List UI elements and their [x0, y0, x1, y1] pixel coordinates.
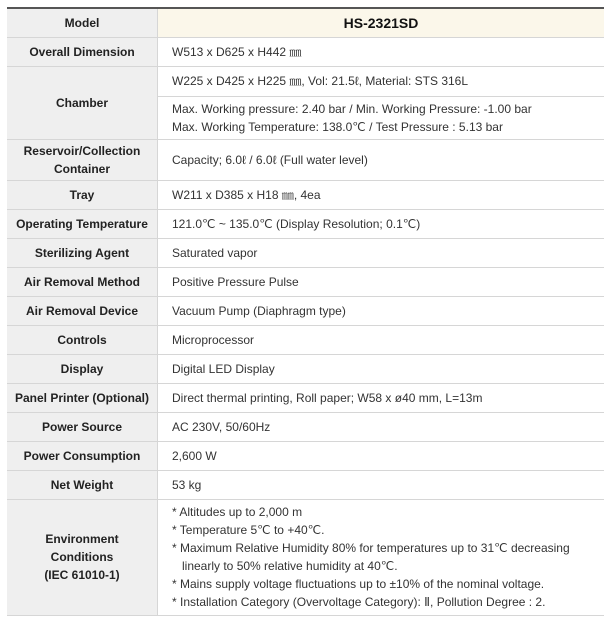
operating-temperature-value: 121.0℃ ~ 135.0℃ (Display Resolution; 0.1℃)	[158, 209, 605, 238]
table-row-dimension	[7, 37, 604, 66]
reservoir-value: Capacity; 6.0ℓ / 6.0ℓ (Full water level)	[158, 139, 605, 180]
operating-temperature-label: Operating Temperature	[7, 209, 158, 238]
reservoir-label-line-2: Container	[53, 161, 110, 176]
environment-line-6: * Installation Category (Overvoltage Category): Ⅱ, Pollution Degree : 2.	[172, 595, 546, 609]
net-weight-label: Net Weight	[7, 470, 158, 499]
environment-line-4: linearly to 50% relative humidity at 40℃.	[182, 559, 398, 573]
tray-value: W211 x D385 x H18 ㎜, 4ea	[158, 180, 605, 209]
chamber-line-2: Max. Working pressure: 2.40 bar / Min. Working Pressure: -1.00 bar	[172, 101, 532, 116]
controls-label: Controls	[7, 325, 158, 354]
environment-label	[7, 499, 158, 615]
net-weight-value: 53 kg	[158, 470, 605, 499]
table-row-model	[7, 8, 604, 37]
environment-label-line-3: (IEC 61010-1)	[44, 568, 120, 582]
table-row-tray	[7, 180, 604, 209]
model-value: HS-2321SD	[158, 8, 605, 37]
sterilizing-agent-label: Sterilizing Agent	[7, 238, 158, 267]
power-consumption-value: 2,600 W	[158, 441, 605, 470]
table-row-reservoir	[7, 139, 604, 180]
environment-line-5: * Mains supply voltage fluctuations up to ±10% of the nominal voltage.	[172, 577, 545, 591]
sterilizing-agent-value: Saturated vapor	[158, 238, 605, 267]
power-source-label: Power Source	[7, 412, 158, 441]
controls-value: Microprocessor	[158, 325, 605, 354]
spec-table	[7, 7, 604, 616]
chamber-pressure-cell	[158, 96, 605, 139]
environment-line-1: * Altitudes up to 2,000 m	[172, 505, 303, 519]
environment-value	[158, 499, 605, 615]
tray-label: Tray	[7, 180, 158, 209]
dimension-value: W513 x D625 x H442 ㎜	[158, 37, 605, 66]
chamber-line-1: W225 x D425 x H225 ㎜, Vol: 21.5ℓ, Material: STS 316L	[158, 66, 605, 96]
table-row-net-weight	[7, 470, 604, 499]
environment-label-line-2: Conditions	[50, 550, 114, 564]
table-row-controls	[7, 325, 604, 354]
air-removal-method-label: Air Removal Method	[7, 267, 158, 296]
table-row-air-removal-device	[7, 296, 604, 325]
panel-printer-value: Direct thermal printing, Roll paper; W58 x ø40 mm, L=13m	[158, 383, 605, 412]
panel-printer-label: Panel Printer (Optional)	[7, 383, 158, 412]
power-source-value: AC 230V, 50/60Hz	[158, 412, 605, 441]
power-consumption-label: Power Consumption	[7, 441, 158, 470]
model-label: Model	[7, 8, 158, 37]
air-removal-method-value: Positive Pressure Pulse	[158, 267, 605, 296]
environment-label-line-1: Environment	[45, 532, 119, 546]
environment-line-3: * Maximum Relative Humidity 80% for temperatures up to 31℃ decreasing	[172, 541, 570, 555]
chamber-label: Chamber	[7, 66, 158, 139]
air-removal-device-label: Air Removal Device	[7, 296, 158, 325]
table-row-operating-temperature	[7, 209, 604, 238]
display-label: Display	[7, 354, 158, 383]
table-row-chamber-1	[7, 66, 604, 96]
table-row-environment	[7, 499, 604, 615]
table-row-power-source	[7, 412, 604, 441]
environment-line-2: * Temperature 5℃ to +40℃.	[172, 523, 325, 537]
table-row-display	[7, 354, 604, 383]
air-removal-device-value: Vacuum Pump (Diaphragm type)	[158, 296, 605, 325]
chamber-line-3: Max. Working Temperature: 138.0℃ / Test Pressure : 5.13 bar	[172, 119, 503, 134]
table-row-sterilizing-agent	[7, 238, 604, 267]
table-row-air-removal-method	[7, 267, 604, 296]
reservoir-label	[7, 139, 158, 180]
reservoir-label-line-1: Reservoir/Collection	[23, 143, 141, 158]
dimension-label: Overall Dimension	[7, 37, 158, 66]
table-row-panel-printer	[7, 383, 604, 412]
table-row-power-consumption	[7, 441, 604, 470]
display-value: Digital LED Display	[158, 354, 605, 383]
